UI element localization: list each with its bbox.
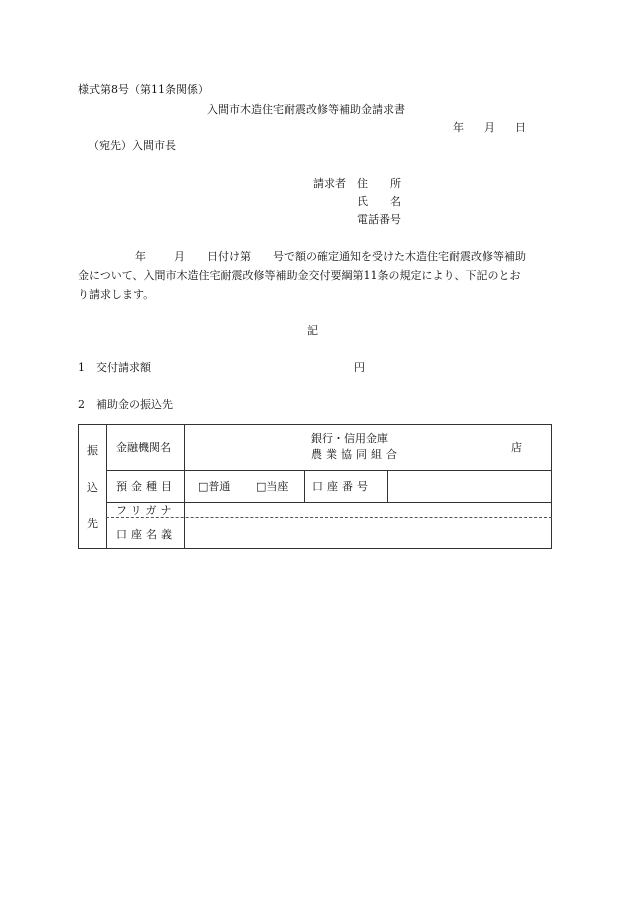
table-hline-1 xyxy=(106,470,552,471)
date-year-label: 年 xyxy=(453,121,464,134)
vertical-header-1: 振 xyxy=(87,444,98,457)
body-month: 月 xyxy=(174,250,185,263)
ki-label: 記 xyxy=(307,324,318,337)
date-month-label: 月 xyxy=(484,121,495,134)
deposit-option-current[interactable]: □当座 xyxy=(256,480,289,493)
account-name-label: 口座名義 xyxy=(116,528,176,541)
vertical-header-2: 込 xyxy=(87,481,98,494)
body-line3: り請求します。 xyxy=(78,288,155,301)
date-day-label: 日 xyxy=(515,121,526,134)
bank-type-2: 農業協同組合 xyxy=(311,448,401,461)
branch-label: 店 xyxy=(511,441,522,454)
item2-label: 2 補助金の振込先 xyxy=(78,398,173,411)
item1-unit: 円 xyxy=(354,361,365,374)
requester-label: 請求者 xyxy=(313,177,346,190)
table-vline-4 xyxy=(387,470,388,502)
address-label: 住 所 xyxy=(357,177,401,190)
phone-label: 電話番号 xyxy=(357,213,401,226)
deposit-option-ordinary[interactable]: □普通 xyxy=(198,480,231,493)
table-vline-3 xyxy=(304,470,305,502)
table-hline-dashed xyxy=(106,517,552,518)
table-vline-1 xyxy=(106,425,107,549)
form-number: 様式第8号（第11条関係） xyxy=(78,83,209,96)
account-number-label: 口座番号 xyxy=(312,480,372,493)
body-line2: 金について、入間市木造住宅耐震改修等補助金交付要綱第11条の規定により、下記のとお xyxy=(78,269,521,282)
item1-label: 1 交付請求額 xyxy=(78,361,151,374)
table-vline-2 xyxy=(184,425,185,549)
form-title: 入間市木造住宅耐震改修等補助金請求書 xyxy=(207,103,405,116)
table-hline-2 xyxy=(106,502,552,503)
deposit-type-label: 預金種目 xyxy=(116,480,176,493)
vertical-header-3: 先 xyxy=(87,517,98,530)
bank-name-label: 金融機関名 xyxy=(116,441,171,454)
bank-type-1: 銀行・信用金庫 xyxy=(311,432,388,445)
furigana-label: フリガナ xyxy=(116,504,176,517)
bank-transfer-table xyxy=(78,424,552,549)
name-label: 氏 名 xyxy=(357,195,401,208)
body-line1: 日付け第 号で額の確定通知を受けた木造住宅耐震改修等補助 xyxy=(207,250,526,263)
body-year: 年 xyxy=(135,250,146,263)
addressee: （宛先）入間市長 xyxy=(88,139,176,152)
